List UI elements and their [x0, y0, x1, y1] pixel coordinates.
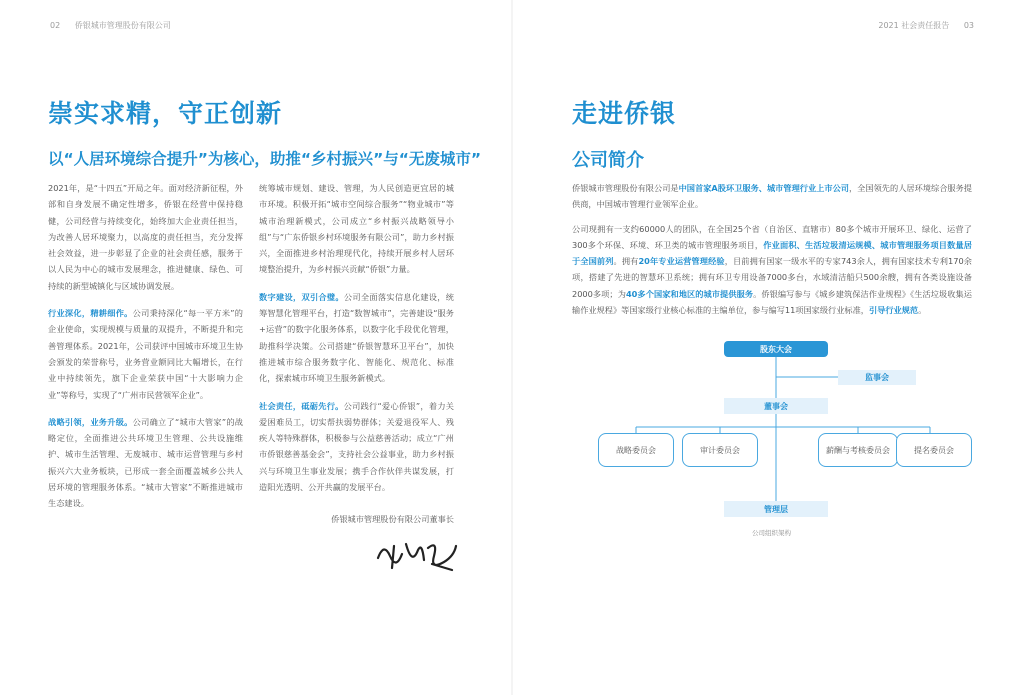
right-header-title: 2021 社会责任报告	[878, 21, 950, 30]
col1-paragraph-2: 行业深化，精耕细作。公司秉持深化“每一平方米”的企业使命，实现规模与质量的双提升，不断提升和完善管理体系。2021年，公司获评中国城市环境卫生协会颁发的荣誉称号，业务营业额同比大幅增长，在行业中持续领先，旗下企业荣获中国“十大影响力企业”等称号，实现了“广州市民营领军企业”。	[48, 308, 243, 400]
chairman-signature	[372, 536, 462, 576]
org-shareholders-meeting: 股东大会	[724, 341, 828, 357]
left-header	[50, 20, 171, 31]
profile-paragraph-2: 公司现拥有一支约60000人的团队，在全国25个省（自治区、直辖市）80多个城市开展环卫、绿化、运营了300多个环保、环境、环卫类的城市管理服务项目，作业面积、生活垃圾清运规模、城市管理服务项目数量居于全国前列。拥有20年专业运营管理经验，目前拥有国家一级水平的专家743余人，拥有国家技术专利170余项，搭建了先进的智慧环卫系统；拥有环卫专用设备7000多台，水域清洁船只500余艘，拥有各类设施设备2000多项；为40多个国家和地区的城市提供服务。侨银编写参与《城乡建筑保洁作业规程》《生活垃圾收集运输作业规程》等国家级行业核心标准的主编单位，参与编写11项国家级行业标准，引导行业规范。	[572, 223, 972, 316]
col1-paragraph-1: 2021年，是“十四五”开局之年。面对经济新征程，外部和自身发展不确定性增多，侨银在经营中保持稳健，公司经营与持续变化，始终加大企业责任担当，为改善人居环境聚力，以高度的责任担当，充分发挥社会效益，进一步彰显了企业的社会责任感，服务于以人民为中心的城市发展理念，推进健康、绿色、可持续的新型城镇化与区域协调发展。	[48, 183, 243, 291]
org-chart-caption: 公司组织架构	[752, 529, 791, 537]
col2-paragraph-3: 社会责任，砥砺先行。公司践行“爱心侨银”，着力关爱困难员工，切实帮扶弱势群体；关爱退役军人、残疾人等特殊群体，积极参与公益慈善活动；成立“广州市侨银慈善基金会”，支持社会公益事业，助力乡村振兴与环境卫生事业发展；携手合作伙伴共谋发展，打造阳光透明、公开共赢的发展平台。	[259, 400, 454, 493]
page-gutter	[511, 0, 513, 695]
right-page-title: 走进侨银	[572, 99, 677, 128]
profile-paragraph-1: 侨银城市管理股份有限公司是中国首家A股环卫服务、城市管理行业上市公司，全国领先的人居环境综合服务提供商，中国城市管理行业领军企业。	[572, 183, 972, 210]
col1-paragraph-3: 战略引领，业务升级。公司确立了“城市大管家”的战略定位，全面推进公共环境卫生管理、公共设施维护、城市生活管理、无废城市、城市运营管理与乡村振兴六大业务板块，已形成一套全面覆盖城乡公共人居环境的管理服务体系。“城市大管家”不断推进城市生态建设。	[48, 416, 243, 509]
org-board-of-directors: 董事会	[724, 398, 828, 414]
right-page-number: 03	[963, 21, 974, 30]
col2-paragraph-2: 数字建设，双引合璧。公司全面落实信息化建设，统筹智慧化管理平台，打造“数智城市”，完善建设“服务+运营”的数字化服务体系，以数字化手段优化管理，助推科学决策。公司搭建“侨银智慧环卫平台”，加快推进城市综合服务数字化、智能化、规范化、标准化，探索城市环境卫生服务新模式。	[259, 291, 454, 384]
left-page-title: 崇实求精，守正创新	[48, 99, 283, 128]
org-board-of-supervisors: 监事会	[838, 370, 916, 385]
org-committee-nomination: 提名委员会	[896, 433, 972, 467]
company-profile-heading: 公司简介	[572, 150, 644, 171]
left-page-number: 02	[50, 21, 61, 30]
left-header-title: 侨银城市管理股份有限公司	[74, 21, 171, 30]
org-committee-remuneration: 薪酬与考核委员会	[818, 433, 898, 467]
left-page-subtitle: 以“人居环境综合提升”为核心，助推“乡村振兴”与“无废城市”	[48, 150, 482, 168]
col2-paragraph-1: 统筹城市规划、建设、管理，为人民创造更宜居的城市环境。积极开拓“城市空间综合服务”“物业城市”等城市治理新模式，公司成立“乡村振兴战略领导小组”与“广东侨银乡村环境服务有限公司”，助力乡村振兴，全面推进乡村治理现代化，持续开展乡村人居环境整治提升，为乡村振兴贡献“侨银”力量。	[259, 183, 454, 275]
org-management: 管理层	[724, 501, 828, 517]
left-column-2	[259, 180, 454, 506]
left-column-1	[48, 180, 243, 523]
right-header	[878, 20, 974, 31]
company-profile-text	[572, 180, 972, 326]
org-committee-strategy: 战略委员会	[598, 433, 674, 467]
org-committee-audit: 审计委员会	[682, 433, 758, 467]
chairman-signoff: 侨银城市管理股份有限公司董事长	[331, 514, 454, 524]
